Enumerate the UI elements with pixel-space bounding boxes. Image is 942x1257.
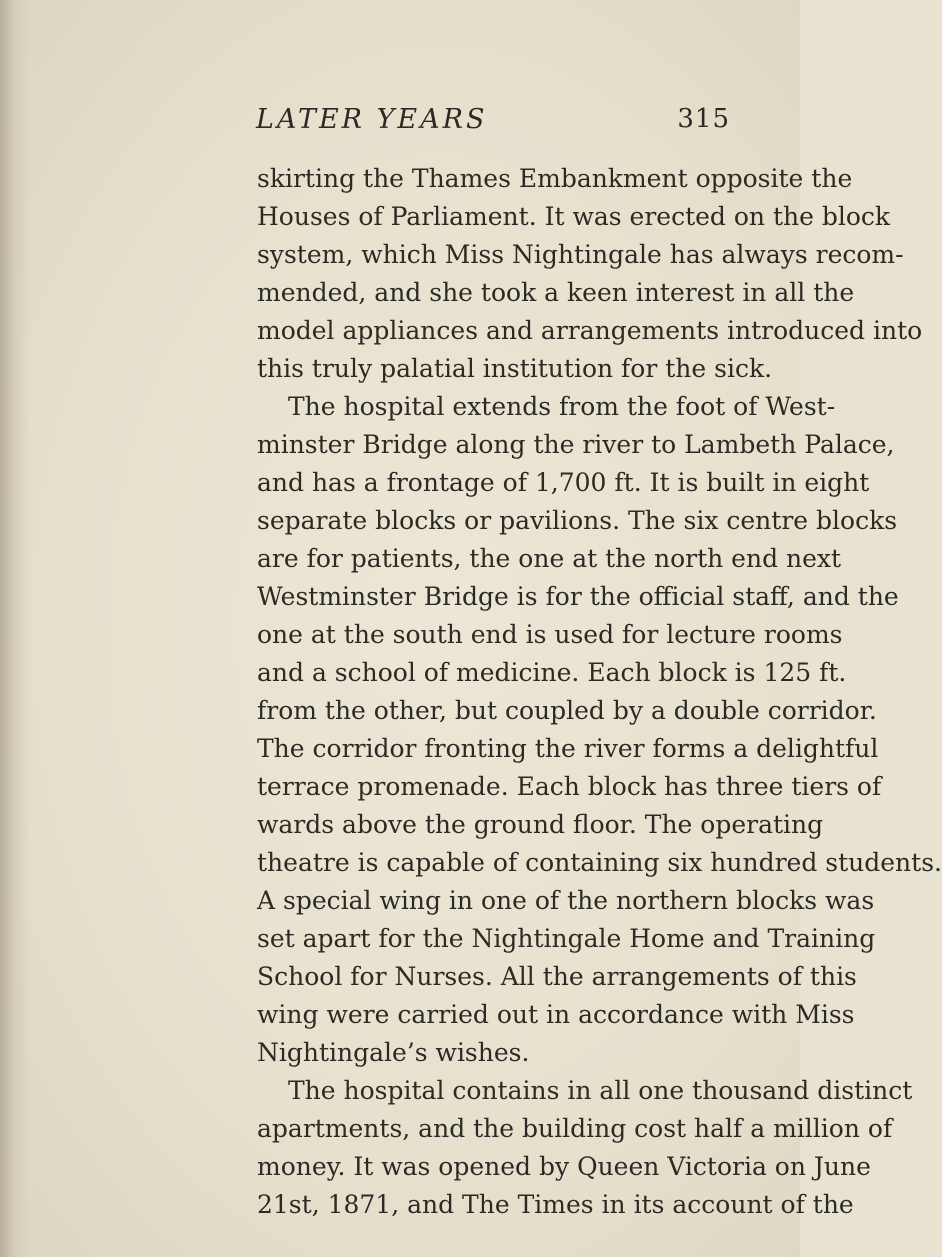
text-line: model appliances and arrangements introduced into <box>257 316 923 345</box>
text-line: wards above the ground floor. The operating <box>257 810 824 839</box>
text-line: minster Bridge along the river to Lambeth Palace, <box>257 430 895 459</box>
text-line: and a school of medicine. Each block is 125 ft. <box>257 658 847 687</box>
text-line: set apart for the Nightingale Home and Training <box>257 924 876 953</box>
text-line: The corridor fronting the river forms a delightful <box>257 734 879 763</box>
gutter-shadow <box>0 0 30 1257</box>
text-line: are for patients, the one at the north end next <box>257 544 842 573</box>
text-line: School for Nurses. All the arrangements of this <box>257 962 857 991</box>
page-header <box>256 104 730 140</box>
text-line: and has a frontage of 1,700 ft. It is built in eight <box>257 468 870 497</box>
text-line: Houses of Parliament. It was erected on the block <box>257 202 891 231</box>
text-line: Nightingale’s wishes. <box>257 1038 530 1067</box>
running-head: LATER YEARS <box>256 104 488 135</box>
text-line: skirting the Thames Embankment opposite the <box>257 164 853 193</box>
text-line: this truly palatial institution for the sick. <box>257 354 773 383</box>
text-line: apartments, and the building cost half a million of <box>257 1114 893 1143</box>
text-line: mended, and she took a keen interest in all the <box>257 278 855 307</box>
text-line: wing were carried out in accordance with Miss <box>257 1000 855 1029</box>
paragraph-first-line: The hospital contains in all one thousand distinct <box>288 1076 913 1105</box>
text-line: money. It was opened by Queen Victoria on June <box>257 1152 871 1181</box>
page-number: 315 <box>677 104 730 134</box>
text-line: A special wing in one of the northern blocks was <box>257 886 875 915</box>
text-line: one at the south end is used for lecture rooms <box>257 620 843 649</box>
text-line: system, which Miss Nightingale has always recom- <box>257 240 904 269</box>
text-line: separate blocks or pavilions. The six centre blocks <box>257 506 898 535</box>
text-line: terrace promenade. Each block has three tiers of <box>257 772 882 801</box>
text-line: Westminster Bridge is for the official staff, and the <box>257 582 899 611</box>
text-line: theatre is capable of containing six hundred students. <box>257 848 942 877</box>
text-line: 21st, 1871, and The Times in its account of the <box>257 1190 854 1219</box>
text-line: from the other, but coupled by a double corridor. <box>257 696 877 725</box>
paragraph-first-line: The hospital extends from the foot of West- <box>288 392 836 421</box>
